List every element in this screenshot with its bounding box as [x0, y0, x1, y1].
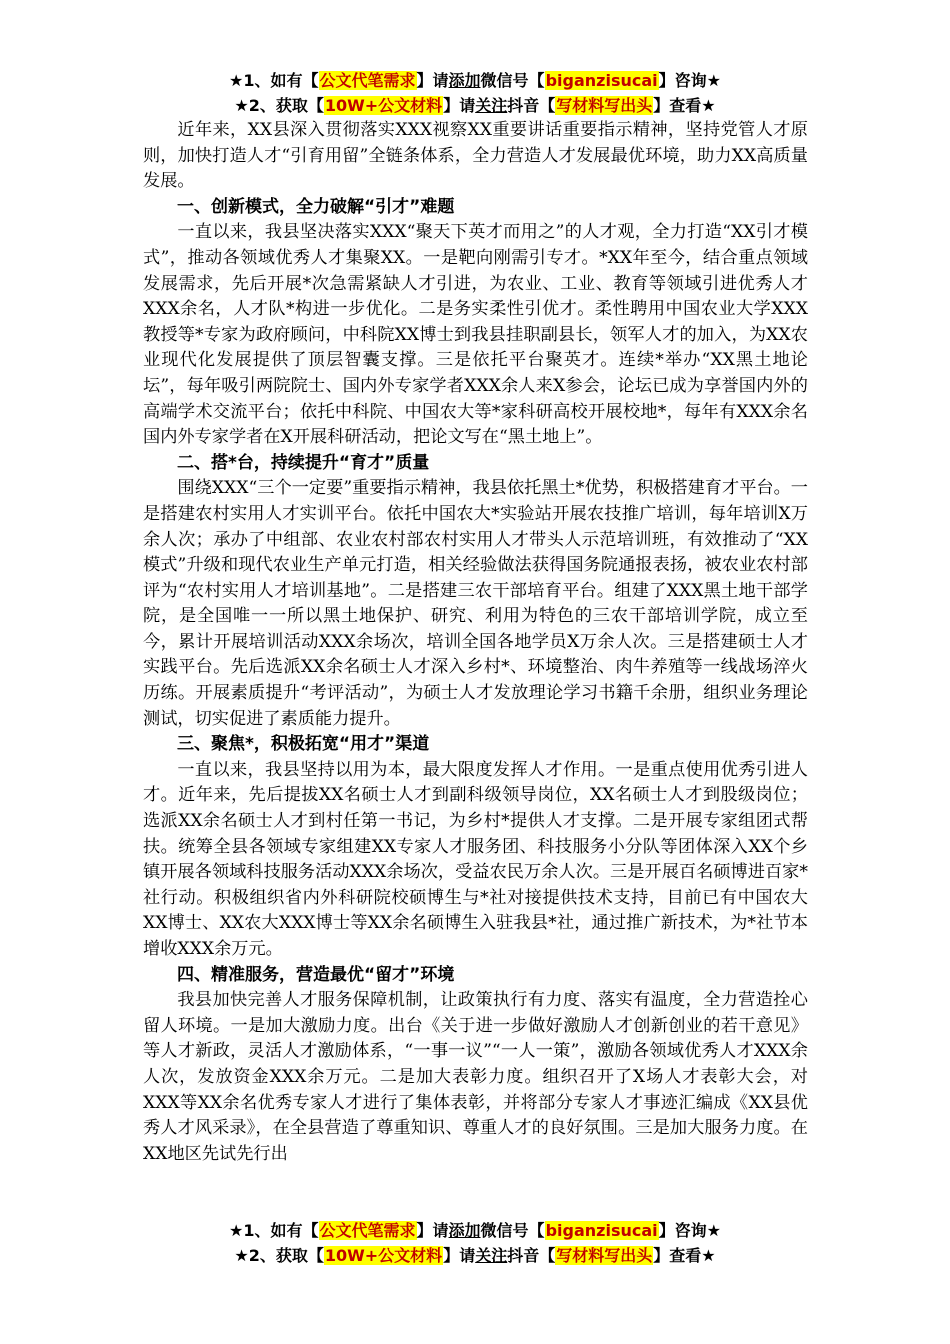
banner-underlined: 添加 [448, 1221, 481, 1240]
banner-highlight: biganzisucai [545, 1221, 658, 1240]
banner-underlined: 添加 [448, 71, 481, 90]
section-heading-2: 二、搭*台，持续提升“育才”质量 [177, 452, 430, 473]
promo-banner-top-line1 [0, 68, 950, 94]
banner-text: ★1、如有【 [229, 71, 319, 90]
banner-text: 】咨询★ [658, 1221, 721, 1240]
section-heading-3: 三、聚焦*，积极拓宽“用才”渠道 [177, 734, 430, 755]
promo-banner-top-line2 [0, 93, 950, 119]
banner-highlight: 写材料写出头 [556, 96, 653, 115]
banner-text: 】查看★ [653, 96, 716, 115]
banner-text: 】请 [443, 1246, 476, 1265]
banner-highlight: biganzisucai [545, 71, 658, 90]
document-body [143, 118, 808, 1167]
banner-highlight: 10W+公文材料 [324, 96, 443, 115]
banner-text: ★2、获取【 [234, 96, 324, 115]
banner-underlined: 关注 [475, 96, 508, 115]
banner-highlight: 10W+公文材料 [324, 1246, 443, 1265]
banner-highlight: 公文代笔需求 [319, 1221, 416, 1240]
banner-text: 】咨询★ [658, 71, 721, 90]
banner-text: 微信号【 [480, 71, 545, 90]
banner-text: ★1、如有【 [229, 1221, 319, 1240]
banner-text: 抖音【 [507, 96, 556, 115]
banner-text: 微信号【 [480, 1221, 545, 1240]
banner-text: 】请 [443, 96, 476, 115]
banner-highlight: 公文代笔需求 [319, 71, 416, 90]
banner-text: 】请 [416, 71, 449, 90]
banner-text: ★2、获取【 [234, 1246, 324, 1265]
section-paragraph-3: 一直以来，我县坚持以用为本，最大限度发挥人才作用。一是重点使用优秀引进人才。近年来，先后提拔XX名硕士人才到副科级领导岗位，XX名硕士人才到股级岗位；选派XX余名硕士人才到村任第一书记，为乡村*提供人才支撑。二是开展专家组团式帮扶。统筹全县各领域专家组建XX专家人才服务团、科技服务小分队等团体深入XX个乡镇开展各领域科技服务活动XXX余场次，受益农民万余人次。三是开展百名硕博进百家*社行动。积极组织省内外科研院校硕博生与*社对接提供技术支持，目前已有中国农大XX博士、XX农大XXX博士等XX余名硕博生入驻我县*社，通过推广新技术，为*社节本增收XXX余万元。 [143, 759, 808, 959]
section-paragraph-2: 围绕XXX“三个一定要”重要指示精神，我县依托黑土*优势，积极搭建育才平台。一是搭建农村实用人才实训平台。依托中国农大*实验站开展农技推广培训，每年培训X万余人次；承办了中组部、农业农村部农村实用人才带头人示范培训班，有效推动了“XX模式”升级和现代农业生产单元打造，相关经验做法获得国务院通报表扬，被农业农村部评为“农村实用人才培训基地”。二是搭建三农干部培育平台。组建了XXX黑土地干部学院，是全国唯一一所以黑土地保护、研究、利用为特色的三农干部培训学院，成立至今，累计开展培训活动XXX余场次，培训全国各地学员X万余人次。三是搭建硕士人才实践平台。先后选派XX余名硕士人才深入乡村*、环境整治、肉牛养殖等一线战场淬火历练。开展素质提升“考评活动”，为硕士人才发放理论学习书籍千余册，组织业务理论测试，切实促进了素质能力提升。 [143, 478, 808, 729]
banner-text: 】查看★ [653, 1246, 716, 1265]
banner-underlined: 关注 [475, 1246, 508, 1265]
section-heading-1: 一、创新模式，全力破解“引才”难题 [177, 196, 455, 217]
banner-text: 】请 [416, 1221, 449, 1240]
section-paragraph-1: 一直以来，我县坚决落实XXX“聚天下英才而用之”的人才观，全力打造“XX引才模式”，推动各领域优秀人才集聚XX。一是靶向刚需引专才。*XX年至今，结合重点领域发展需求，先后开展*次急需紧缺人才引进，为农业、工业、教育等领域引进优秀人才XXX余名，人才队*构进一步优化。二是务实柔性引优才。柔性聘用中国农业大学XXX教授等*专家为政府顾问，中科院XX博士到我县挂职副县长，领军人才的加入，为XX农业现代化发展提供了顶层智囊支撑。三是依托平台聚英才。连续*举办“XX黑土地论坛”，每年吸引两院院士、国内外专家学者XXX余人来X参会，论坛已成为享誉国内外的高端学术交流平台；依托中科院、中国农大等*家科研高校开展校地*，每年有XXX余名国内外专家学者在X开展科研活动，把论文写在“黑土地上”。 [143, 222, 808, 448]
intro-paragraph: 近年来，XX县深入贯彻落实XXX视察XX重要讲话重要指示精神，坚持党管人才原则，加快打造人才“引育用留”全链条体系，全力营造人才发展最优环境，助力XX高质量发展。 [143, 120, 808, 192]
banner-text: 抖音【 [507, 1246, 556, 1265]
banner-highlight: 写材料写出头 [556, 1246, 653, 1265]
promo-banner-bottom-line2 [0, 1243, 950, 1269]
promo-banner-bottom-line1 [0, 1218, 950, 1244]
section-heading-4: 四、精准服务，营造最优“留才”环境 [177, 964, 455, 985]
section-paragraph-4: 我县加快完善人才服务保障机制，让政策执行有力度、落实有温度，全力营造拴心留人环境。一是加大激励力度。出台《关于进一步做好激励人才创新创业的若干意见》等人才新政，灵活人才激励体系，“一事一议”“一人一策”，激励各领域优秀人才XXX余人次，发放资金XXX余万元。二是加大表彰力度。组织召开了X场人才表彰大会，对XXX等XX余名优秀专家人才进行了集体表彰，并将部分专家人才事迹汇编成《XX县优秀人才风采录》，在全县营造了尊重知识、尊重人才的良好氛围。三是加大服务力度。在XX地区先试先行出 [143, 990, 808, 1164]
